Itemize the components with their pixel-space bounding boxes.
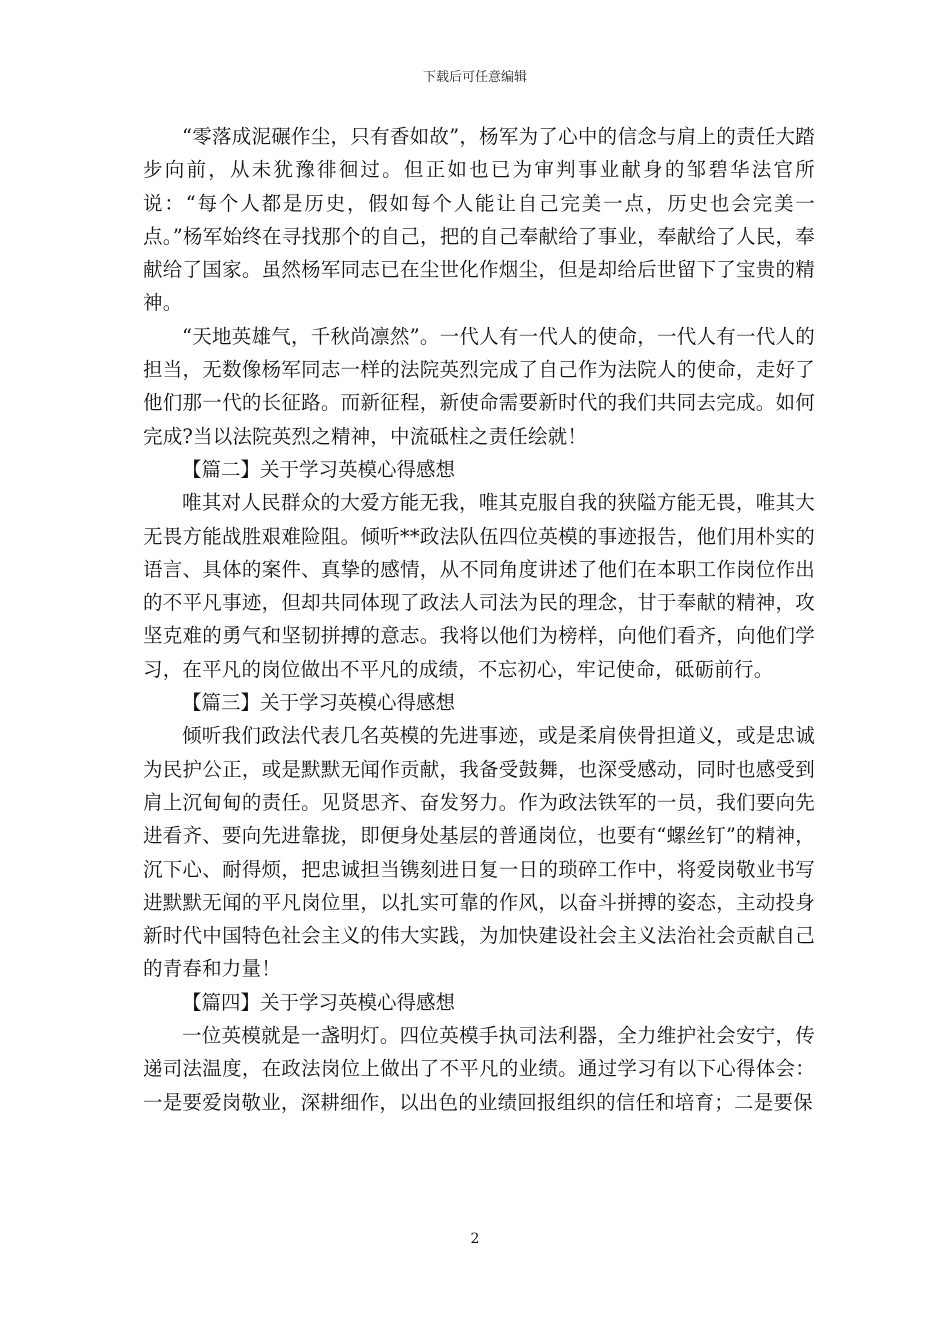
- section-heading-3: 【篇三】关于学习英模心得感想: [182, 691, 456, 715]
- paragraph-2: “天地英雄气，千秋尚凛然”。一代人有一代人的使命，一代人有一代人的担当，无数像杨军同志一样的法院英烈完成了自己作为法院人的使命，走好了他们那一代的长征路。而新征程，新使命需要新时代的我们共同去完成。如何完成?当以法院英烈之精神，中流砥柱之责任绘就！: [143, 324, 815, 448]
- section-heading-2: 【篇二】关于学习英模心得感想: [182, 457, 456, 481]
- paragraph-3: 唯其对人民群众的大爱方能无我，唯其克服自我的狭隘方能无畏，唯其大无畏方能战胜艰难险阻。倾听**政法队伍四位英模的事迹报告，他们用朴实的语言、具体的案件、真挚的感情，从不同角度讲述了他们在本职工作岗位作出的不平凡事迹，但却共同体现了政法人司法为民的理念，甘于奉献的精神，攻坚克难的勇气和坚韧拼搏的意志。我将以他们为榜样，向他们看齐，向他们学习，在平凡的岗位做出不平凡的成绩，不忘初心，牢记使命，砥砺前行。: [143, 491, 815, 681]
- document-body: [143, 120, 815, 1119]
- page-header: 下载后可任意编辑: [422, 70, 527, 85]
- paragraph-5: 一位英模就是一盏明灯。四位英模手执司法利器，全力维护社会安宁，传递司法温度，在政法岗位上做出了不平凡的业绩。通过学习有以下心得体会：一是要爱岗敬业，深耕细作，以出色的业绩回报组织的信任和培育；二是要保: [143, 1024, 815, 1114]
- paragraph-4: 倾听我们政法代表几名英模的先进事迹，或是柔肩侠骨担道义，或是忠诚为民护公正，或是默默无闻作贡献，我备受鼓舞，也深受感动，同时也感受到肩上沉甸甸的责任。见贤思齐、奋发努力。作为政法铁军的一员，我们要向先进看齐、要向先进靠拢，即便身处基层的普通岗位，也要有“螺丝钉”的精神，沉下心、耐得烦，把忠诚担当镌刻进日复一日的琐碎工作中，将爱岗敬业书写进默默无闻的平凡岗位里，以扎实可靠的作风，以奋斗拼搏的姿态，主动投身新时代中国特色社会主义的伟大实践，为加快建设社会主义法治社会贡献自己的青春和力量！: [143, 724, 815, 981]
- page-number: 2: [470, 1231, 480, 1247]
- section-heading-4: 【篇四】关于学习英模心得感想: [182, 990, 456, 1014]
- paragraph-1: “零落成泥碾作尘，只有香如故”，杨军为了心中的信念与肩上的责任大踏步向前，从未犹豫徘徊过。但正如也已为审判事业献身的邹碧华法官所说：“每个人都是历史，假如每个人能让自己完美一点，历史也会完美一点。”杨军始终在寻找那个的自己，把的自己奉献给了事业，奉献给了人民，奉献给了国家。虽然杨军同志已在尘世化作烟尘，但是却给后世留下了宝贵的精神。: [143, 125, 815, 315]
